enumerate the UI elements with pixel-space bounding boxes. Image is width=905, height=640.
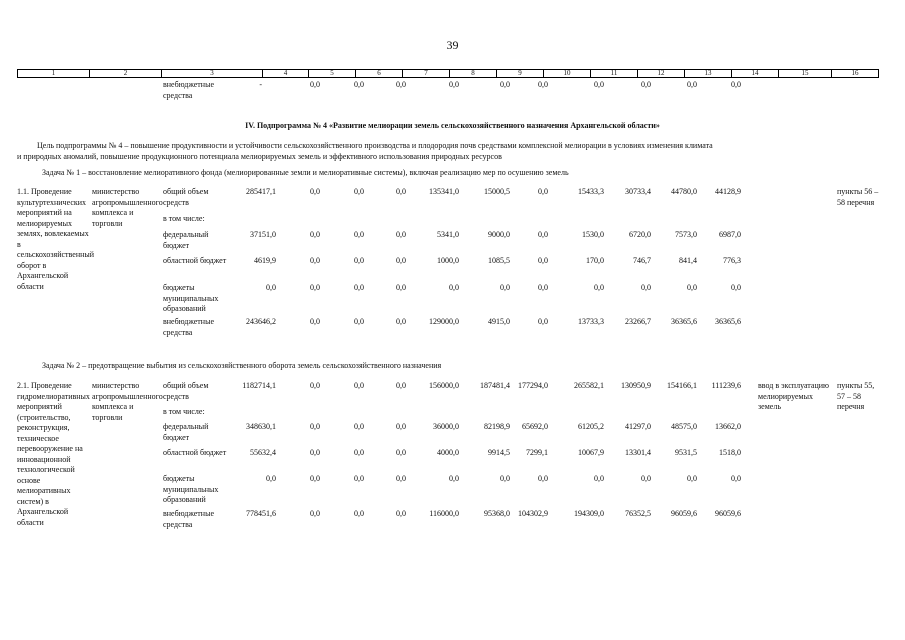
block2-row-3-value-8: 61205,2 <box>578 422 604 431</box>
header-col-8: 8 <box>450 70 497 78</box>
block2-row-3-value-5: 36000,0 <box>433 422 459 431</box>
block1-row-5-value-9: 0,0 <box>641 283 651 292</box>
header-col-14: 14 <box>732 70 779 78</box>
block2-row-1-value-4: 0,0 <box>396 381 406 390</box>
block2-row-4-value-8: 10067,9 <box>578 448 604 457</box>
block2-row-4-value-9: 13301,4 <box>625 448 651 457</box>
block1-row-4-value-4: 0,0 <box>396 256 406 265</box>
block2-row-1-value-3: 0,0 <box>354 381 364 390</box>
column-header-row <box>17 69 879 78</box>
block2-row-3-value-11: 13662,0 <box>715 422 741 431</box>
continued-row-value-7: 0,0 <box>538 80 548 89</box>
block1-row-5-value-5: 0,0 <box>449 283 459 292</box>
block2-row-1-label: общий объем средств <box>163 381 209 401</box>
block2-row-1-value-6: 187481,4 <box>480 381 510 390</box>
block1-row-4-value-3: 0,0 <box>354 256 364 265</box>
continued-row-value-4: 0,0 <box>396 80 406 89</box>
block1-row-4-value-8: 170,0 <box>586 256 604 265</box>
block1-row-4-value-9: 746,7 <box>633 256 651 265</box>
block1-executor: министерство агропромышленного комплекса и торговли <box>92 187 163 228</box>
block2-row-1-value-5: 156000,0 <box>429 381 459 390</box>
block1-row-1-label: общий объем средств <box>163 187 209 207</box>
block1-row-6-value-4: 0,0 <box>396 317 406 326</box>
page-number: 39 <box>446 38 459 52</box>
continued-row-value-9: 0,0 <box>641 80 651 89</box>
continued-row-value-3: 0,0 <box>354 80 364 89</box>
header-col-15: 15 <box>779 70 832 78</box>
block1-row-5-value-8: 0,0 <box>594 283 604 292</box>
block2-row-3-label: федеральный бюджет <box>163 422 209 442</box>
block2-row-6-value-7: 104302,9 <box>518 509 548 518</box>
block1-row-5-value-11: 0,0 <box>731 283 741 292</box>
block1-row-1-value-11: 44128,9 <box>715 187 741 196</box>
block1-row-1-value-7: 0,0 <box>538 187 548 196</box>
task-2: Задача № 2 – предотвращение выбытия из сельскохозяйственного оборота земель сельскохозяйственного назначения <box>42 361 442 370</box>
continued-row-value-8: 0,0 <box>594 80 604 89</box>
block2-result-note: ввод в эксплуатацию мелиорируемых земель <box>758 381 829 411</box>
block2-row-2-label: в том числе: <box>163 407 205 416</box>
block2-row-3-value-4: 0,0 <box>396 422 406 431</box>
block2-row-1-value-8: 265582,1 <box>574 381 604 390</box>
block2-row-5-value-4: 0,0 <box>396 474 406 483</box>
block1-row-3-value-2: 0,0 <box>310 230 320 239</box>
block2-row-5-value-11: 0,0 <box>731 474 741 483</box>
task-1: Задача № 1 – восстановление мелиоративного фонда (мелиорированные земли и мелиоративные системы), включая реализацию мер по осушению земель <box>42 168 569 177</box>
continued-row-value-10: 0,0 <box>687 80 697 89</box>
block2-row-4-value-1: 55632,4 <box>250 448 276 457</box>
block2-row-6-value-8: 194309,0 <box>574 509 604 518</box>
block1-row-4-value-6: 1085,5 <box>488 256 510 265</box>
block2-row-6-value-3: 0,0 <box>354 509 364 518</box>
block2-row-5-value-1: 0,0 <box>266 474 276 483</box>
block2-row-5-label: бюджеты муниципальных образований <box>163 474 219 504</box>
block2-row-5-value-6: 0,0 <box>500 474 510 483</box>
block1-row-5-value-1: 0,0 <box>266 283 276 292</box>
header-col-7: 7 <box>403 70 450 78</box>
block1-row-5-value-10: 0,0 <box>687 283 697 292</box>
header-col-5: 5 <box>309 70 356 78</box>
header-col-4: 4 <box>263 70 309 78</box>
block1-row-6-value-3: 0,0 <box>354 317 364 326</box>
block2-row-3-value-10: 48575,0 <box>671 422 697 431</box>
block1-row-1-value-5: 135341,0 <box>429 187 459 196</box>
block1-row-1-value-3: 0,0 <box>354 187 364 196</box>
block2-row-4-value-3: 0,0 <box>354 448 364 457</box>
block1-row-6-value-5: 129000,0 <box>429 317 459 326</box>
block2-row-1-value-9: 130950,9 <box>621 381 651 390</box>
header-col-9: 9 <box>497 70 544 78</box>
block2-row-5-value-5: 0,0 <box>449 474 459 483</box>
block1-row-4-value-1: 4619,9 <box>254 256 276 265</box>
block1-row-4-value-11: 776,3 <box>723 256 741 265</box>
block1-row-6-value-1: 243646,2 <box>246 317 276 326</box>
continued-row-value-5: 0,0 <box>449 80 459 89</box>
block2-row-1-value-2: 0,0 <box>310 381 320 390</box>
block1-reference: пункты 56 – 58 перечня <box>837 187 879 207</box>
header-col-6: 6 <box>356 70 403 78</box>
block2-row-1-value-1: 1182714,1 <box>242 381 276 390</box>
block1-row-1-value-6: 15000,5 <box>484 187 510 196</box>
block2-row-3-value-7: 65692,0 <box>522 422 548 431</box>
block2-row-4-label: областной бюджет <box>163 448 227 457</box>
header-col-11: 11 <box>591 70 638 78</box>
header-col-1: 1 <box>18 70 90 78</box>
block2-row-6-value-10: 96059,6 <box>671 509 697 518</box>
block1-activity-name: 1.1. Проведение культуртехнических мероприятий на мелиорируемых землях, вовлекаемых в сельскохозяйственный оборот в Архангельской области <box>17 187 95 291</box>
header-col-12: 12 <box>638 70 685 78</box>
block2-reference: пункты 55, 57 – 58 перечня <box>837 381 875 411</box>
block1-row-4-label: областной бюджет <box>163 256 227 265</box>
continued-row-label: внебюджетные средства <box>163 80 214 100</box>
block1-row-6-value-10: 36365,6 <box>671 317 697 326</box>
block1-row-4-value-2: 0,0 <box>310 256 320 265</box>
block2-row-5-value-9: 0,0 <box>641 474 651 483</box>
block2-row-3-value-1: 348630,1 <box>246 422 276 431</box>
block1-row-3-value-9: 6720,0 <box>629 230 651 239</box>
block2-row-6-value-11: 96059,6 <box>715 509 741 518</box>
block2-row-4-value-4: 0,0 <box>396 448 406 457</box>
block1-row-3-value-8: 1530,0 <box>582 230 604 239</box>
block2-activity-name: 2.1. Проведение гидромелиоративных мероприятий (строительство, реконструкция, техническое перевооружение на инновационной технологической основе мелиоративных систем) в Архангельской области <box>17 381 90 527</box>
block2-row-1-value-7: 177294,0 <box>518 381 548 390</box>
block1-row-5-value-6: 0,0 <box>500 283 510 292</box>
block2-row-4-value-10: 9531,5 <box>675 448 697 457</box>
block1-row-1-value-9: 30733,4 <box>625 187 651 196</box>
block1-row-3-value-4: 0,0 <box>396 230 406 239</box>
block2-executor: министерство агропромышленного комплекса и торговли <box>92 381 163 422</box>
block1-row-6-value-7: 0,0 <box>538 317 548 326</box>
block2-row-6-value-9: 76352,5 <box>625 509 651 518</box>
block1-row-3-value-7: 0,0 <box>538 230 548 239</box>
header-col-2: 2 <box>90 70 162 78</box>
block1-row-5-label: бюджеты муниципальных образований <box>163 283 219 313</box>
block1-row-1-value-8: 15433,3 <box>578 187 604 196</box>
block2-row-6-label: внебюджетные средства <box>163 509 214 529</box>
continued-row-value-6: 0,0 <box>500 80 510 89</box>
header-col-13: 13 <box>685 70 732 78</box>
block2-row-5-value-10: 0,0 <box>687 474 697 483</box>
block1-row-3-value-3: 0,0 <box>354 230 364 239</box>
continued-row-value-2: 0,0 <box>310 80 320 89</box>
block1-row-1-value-2: 0,0 <box>310 187 320 196</box>
block1-row-3-value-11: 6987,0 <box>719 230 741 239</box>
block2-row-6-value-6: 95368,0 <box>484 509 510 518</box>
block1-row-3-label: федеральный бюджет <box>163 230 209 250</box>
block2-row-6-value-5: 116000,0 <box>429 509 459 518</box>
block1-row-1-value-10: 44780,0 <box>671 187 697 196</box>
header-col-16: 16 <box>832 70 879 78</box>
block1-row-1-value-1: 285417,1 <box>246 187 276 196</box>
block1-row-6-value-9: 23266,7 <box>625 317 651 326</box>
goal-line-2: и природных аномалий, повышение продукционного потенциала мелиорируемых земель и эффективного использования природных ресурсов <box>17 152 502 161</box>
block2-row-1-value-11: 111239,6 <box>711 381 741 390</box>
block1-row-4-value-10: 841,4 <box>679 256 697 265</box>
header-col-3: 3 <box>162 70 263 78</box>
block2-row-4-value-11: 1518,0 <box>719 448 741 457</box>
block2-row-4-value-2: 0,0 <box>310 448 320 457</box>
block2-row-3-value-2: 0,0 <box>310 422 320 431</box>
block2-row-4-value-5: 4000,0 <box>437 448 459 457</box>
continued-row-value-1: - <box>259 80 262 89</box>
header-col-10: 10 <box>544 70 591 78</box>
block1-row-4-value-7: 0,0 <box>538 256 548 265</box>
block2-row-3-value-6: 82198,9 <box>484 422 510 431</box>
block1-row-3-value-10: 7573,0 <box>675 230 697 239</box>
section-title: IV. Подпрограмма № 4 «Развитие мелиорации земель сельскохозяйственного назначения Архангельской области» <box>245 121 660 130</box>
block1-row-6-value-11: 36365,6 <box>715 317 741 326</box>
block1-row-3-value-6: 9000,0 <box>488 230 510 239</box>
block2-row-1-value-10: 154166,1 <box>667 381 697 390</box>
block1-row-5-value-3: 0,0 <box>354 283 364 292</box>
block1-row-3-value-5: 5341,0 <box>437 230 459 239</box>
block2-row-3-value-3: 0,0 <box>354 422 364 431</box>
block2-row-4-value-6: 9914,5 <box>488 448 510 457</box>
block1-row-5-value-7: 0,0 <box>538 283 548 292</box>
block2-row-3-value-9: 41297,0 <box>625 422 651 431</box>
block2-row-6-value-1: 778451,6 <box>246 509 276 518</box>
block2-row-5-value-2: 0,0 <box>310 474 320 483</box>
block2-row-5-value-8: 0,0 <box>594 474 604 483</box>
block1-row-6-label: внебюджетные средства <box>163 317 214 337</box>
block2-row-5-value-3: 0,0 <box>354 474 364 483</box>
block2-row-5-value-7: 0,0 <box>538 474 548 483</box>
block2-row-4-value-7: 7299,1 <box>526 448 548 457</box>
block1-row-1-value-4: 0,0 <box>396 187 406 196</box>
block1-row-5-value-2: 0,0 <box>310 283 320 292</box>
block1-row-3-value-1: 37151,0 <box>250 230 276 239</box>
goal-line-1: Цель подпрограммы № 4 – повышение продуктивности и устойчивости сельскохозяйственного производства и плодородия почв средствами комплексной мелиорации в условиях изменения климата <box>37 141 713 150</box>
continued-row-value-11: 0,0 <box>731 80 741 89</box>
block1-row-4-value-5: 1000,0 <box>437 256 459 265</box>
block2-row-6-value-2: 0,0 <box>310 509 320 518</box>
block1-row-2-label: в том числе: <box>163 214 205 223</box>
block1-row-6-value-2: 0,0 <box>310 317 320 326</box>
block2-row-6-value-4: 0,0 <box>396 509 406 518</box>
block1-row-6-value-6: 4915,0 <box>488 317 510 326</box>
block1-row-5-value-4: 0,0 <box>396 283 406 292</box>
block1-row-6-value-8: 13733,3 <box>578 317 604 326</box>
